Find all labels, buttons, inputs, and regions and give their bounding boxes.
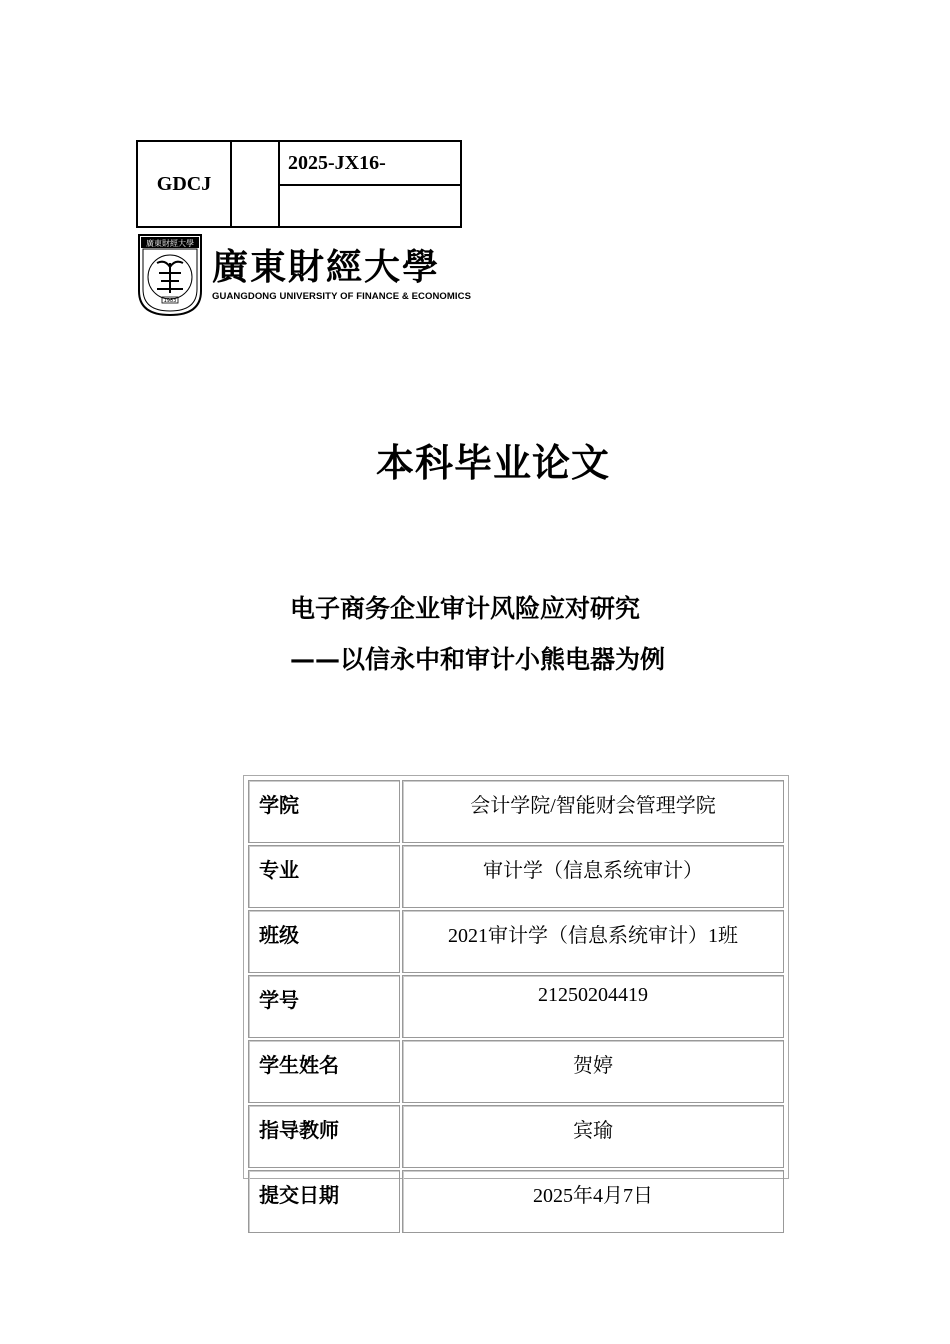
- university-name-cn: 廣東財經大學: [212, 246, 441, 288]
- student-info-table: [243, 775, 789, 1207]
- row-value-student-name: 贺婷: [402, 1040, 784, 1103]
- row-value-student-id: 21250204419: [402, 975, 784, 1038]
- row-label-class: 班级: [248, 910, 400, 973]
- university-seal-icon: [137, 233, 203, 317]
- row-value-class: 2021审计学（信息系统审计）1班: [402, 910, 784, 973]
- thesis-subtitle: ——以信永中和审计小熊电器为例: [290, 645, 666, 674]
- table-row: [248, 780, 784, 843]
- row-label-student-id: 学号: [248, 975, 400, 1038]
- code-blank-cell: [232, 142, 280, 226]
- row-label-submit-date: 提交日期: [248, 1170, 400, 1233]
- table-row: [248, 1040, 784, 1103]
- seal-year: 1983: [163, 298, 177, 304]
- table-row: [248, 910, 784, 973]
- row-label-student-name: 学生姓名: [248, 1040, 400, 1103]
- row-value-major: 审计学（信息系统审计）: [402, 845, 784, 908]
- row-value-advisor: 宾瑜: [402, 1105, 784, 1168]
- document-type-title: 本科毕业论文: [375, 441, 610, 485]
- row-value-submit-date: 2025年4月7日: [402, 1170, 784, 1233]
- table-row: [248, 845, 784, 908]
- thesis-title: 电子商务企业审计风险应对研究: [290, 594, 641, 623]
- code-number: 2025-JX16-: [280, 142, 460, 186]
- seal-top-text: 廣東財經大學: [146, 239, 194, 248]
- table-row: [248, 975, 784, 1038]
- table-row: [248, 1170, 784, 1233]
- row-value-college: 会计学院/智能财会管理学院: [402, 780, 784, 843]
- university-name-en: GUANGDONG UNIVERSITY OF FINANCE & ECONOMICS: [212, 291, 472, 302]
- code-prefix: GDCJ: [138, 142, 232, 226]
- university-logo: [137, 233, 472, 319]
- row-label-major: 专业: [248, 845, 400, 908]
- row-label-advisor: 指导教师: [248, 1105, 400, 1168]
- classification-code-box: [136, 140, 462, 228]
- table-row: [248, 1105, 784, 1168]
- row-label-college: 学院: [248, 780, 400, 843]
